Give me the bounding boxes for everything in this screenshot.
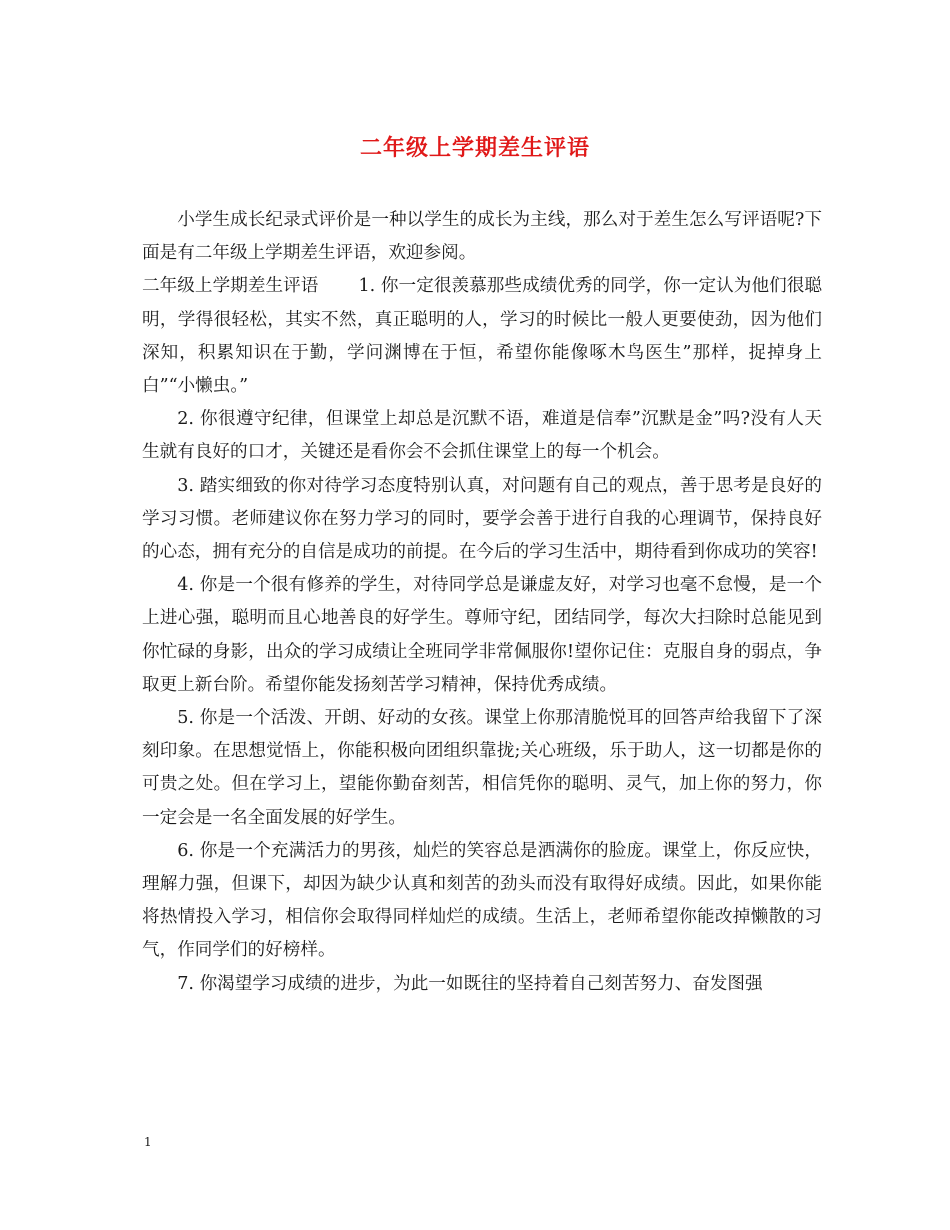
document-body — [142, 204, 822, 1001]
comment-item-7: 7. 你渴望学习成绩的进步，为此一如既往的坚持着自己刻苦努力、奋发图强 — [177, 973, 763, 994]
page-number: 1 — [144, 1135, 152, 1149]
comment-item-1: 1. 你一定很羡慕那些成绩优秀的同学，你一定认为他们很聪明，学得很轻松，其实不然，真正聪明的人，学习的时候比一般人更要使劲，因为他们深知，积累知识在于勤，学问渊博在于恒，希望你能像啄木鸟医生”那样，捉掉身上白”“小懒虫。” — [142, 276, 822, 397]
comment-item-2: 2. 你很遵守纪律，但课堂上却总是沉默不语，难道是信奉”沉默是金”吗?没有人天生就有良好的口才，关键还是看你会不会抓住课堂上的每一个机会。 — [142, 409, 822, 463]
comment-item-4: 4. 你是一个很有修养的学生，对待同学总是谦虚友好，对学习也毫不怠慢，是一个上进心强，聪明而且心地善良的好学生。尊师守纪，团结同学，每次大扫除时总能见到你忙碌的身影，出众的学习成绩让全班同学非常佩服你!望你记住：克服自身的弱点，争取更上新台阶。希望你能发扬刻苦学习精神，保持优秀成绩。 — [142, 575, 822, 695]
section-heading: 二年级上学期差生评语 — [142, 276, 319, 297]
document-title: 二年级上学期差生评语 — [359, 135, 590, 161]
intro-paragraph: 小学生成长纪录式评价是一种以学生的成长为主线，那么对于差生怎么写评语呢?下面是有二年级上学期差生评语，欢迎参阅。 — [142, 210, 822, 264]
first-item-paragraph — [142, 270, 822, 403]
comment-item-5: 5. 你是一个活泼、开朗、好动的女孩。课堂上你那清脆悦耳的回答声给我留下了深刻印象。在思想觉悟上，你能积极向团组织靠拢;关心班级，乐于助人，这一切都是你的可贵之处。但在学习上，望能你勤奋刻苦，相信凭你的聪明、灵气，加上你的努力，你一定会是一名全面发展的好学生。 — [142, 708, 822, 828]
comment-item-3: 3. 踏实细致的你对待学习态度特别认真，对问题有自己的观点，善于思考是良好的学习习惯。老师建议你在努力学习的同时，要学会善于进行自我的心理调节，保持良好的心态，拥有充分的自信是成功的前提。在今后的学习生活中，期待看到你成功的笑容! — [142, 475, 822, 563]
comment-item-6: 6. 你是一个充满活力的男孩，灿烂的笑容总是洒满你的脸庞。课堂上，你反应快，理解力强，但课下，却因为缺少认真和刻苦的劲头而没有取得好成绩。因此，如果你能将热情投入学习，相信你会取得同样灿烂的成绩。生活上，老师希望你能改掉懒散的习气，作同学们的好榜样。 — [142, 840, 822, 961]
